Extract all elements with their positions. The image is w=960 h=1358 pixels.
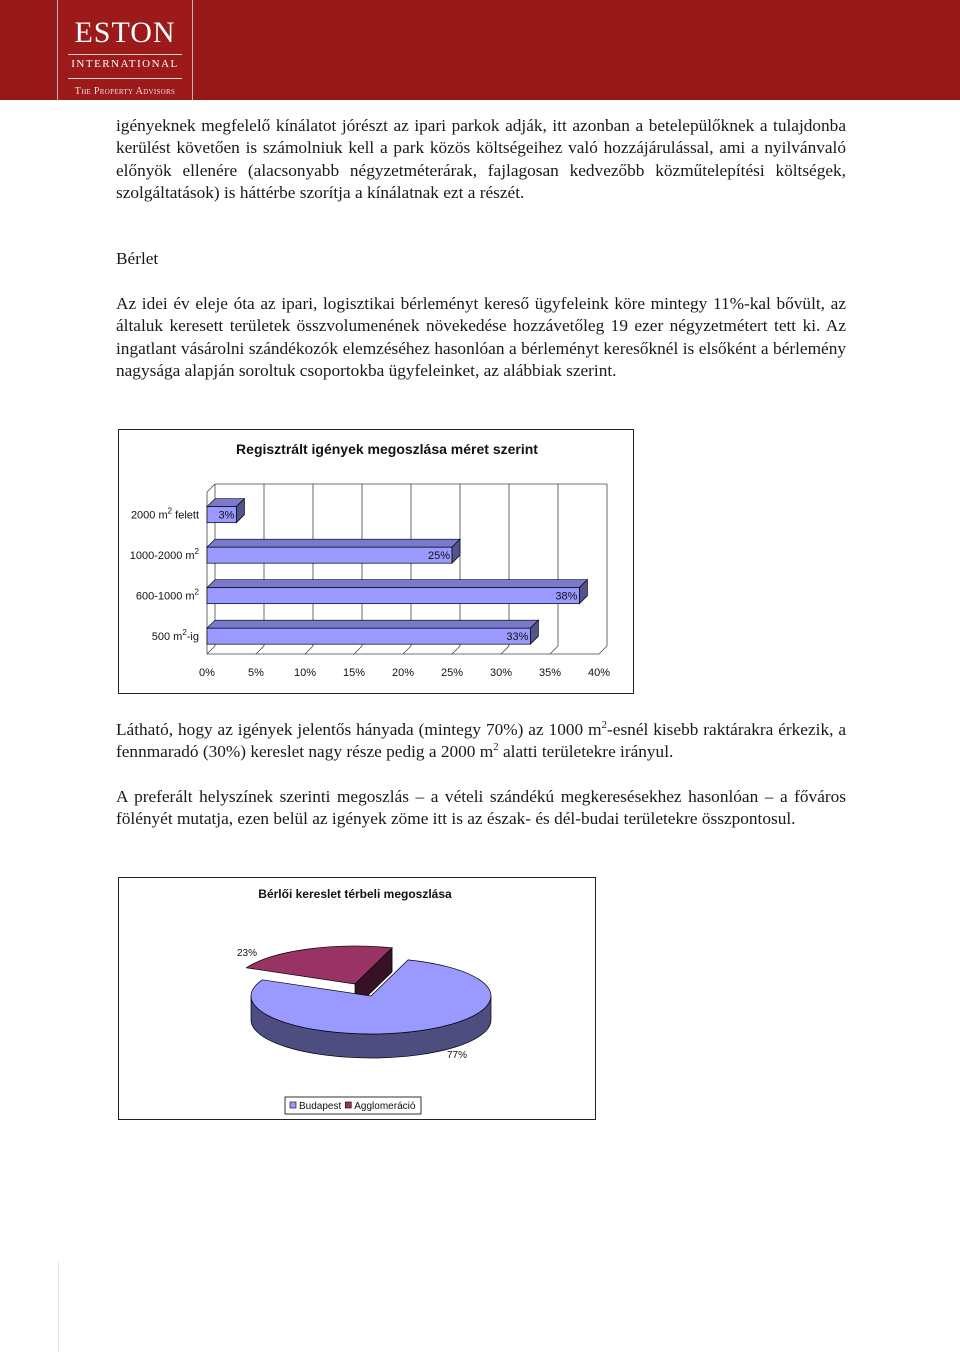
pie-value-label: 23% [236,948,258,959]
legend-label: Agglomeráció [354,1101,416,1112]
superscript-1: 2 [601,719,608,732]
x-tick-label: 5% [248,667,264,679]
floor-line [305,646,313,654]
bar-value-label: 33% [506,631,529,644]
x-tick-label: 30% [489,667,513,679]
logo-name: ESTON [74,16,176,49]
chart-title: Bérlői kereslet térbeli megoszlása [258,887,452,901]
floor-line [501,646,509,654]
location-distribution-chart [118,877,596,1120]
bar-top-face [207,539,460,547]
bar-top-face [207,580,587,588]
logo-rule-bottom [68,78,182,79]
category-label: 600-1000 $m^2$ [135,587,199,603]
legend-label: Budapest [299,1101,342,1112]
logo-tagline: The Property Advisors [74,86,176,97]
pie-chart-canvas [119,878,595,1119]
category-label: 2000 $m^2$ felett [130,506,199,522]
x-tick-label: 35% [538,667,562,679]
floor-line [354,646,362,654]
bar [207,588,579,604]
paragraph-analysis-part-1: Látható, hogy az igények jelentős hányada (mintegy 70%) az 1000 m [116,720,602,739]
x-tick-label: 15% [342,667,366,679]
legend-swatch [290,1102,296,1108]
size-distribution-chart [118,429,634,694]
bar-value-label: 3% [218,509,235,522]
x-tick-label: 0% [199,667,215,679]
superscript-2: 2 [493,741,499,754]
margin-line [58,1262,59,1352]
paragraph-analysis-part-2: -esnél kisebb raktárakra érkezik, a fennmaradó (30%) kereslet nagy része pedig a 2000 m [116,720,847,762]
floor-line [207,646,215,654]
legend-swatch [345,1102,351,1108]
category-label: 1000-2000 $m^2$ [129,547,199,563]
paragraph-location: A preferált helyszínek szerinti megoszlás – a vételi szándékú megkeresésekhez hasonlóan – a főváros fölényét mutatja, ezen belül az igények zöme itt is az észak- és dél-budai területekre összpontosul. [116,787,846,829]
bar-value-label: 25% [427,550,450,563]
logo-rule-top [68,54,182,55]
chart-title: Regisztrált igények megoszlása méret szerint [236,441,538,457]
floor-line [403,646,411,654]
floor-line [256,646,264,654]
floor-line [550,646,558,654]
paragraph-analysis-part-3: alatti területekre irányul. [498,742,674,762]
category-label: 500 $m^2-ig$ [151,628,199,644]
floor-line [599,646,607,654]
paragraph-analysis [116,719,846,764]
logo-subtitle: INTERNATIONAL [71,58,179,70]
x-tick-label: 20% [391,667,415,679]
floor-line [452,646,460,654]
section-heading: Bérlet [116,249,159,268]
bar [207,547,452,563]
bar [207,628,530,644]
side-top-line [207,484,215,492]
x-tick-label: 25% [440,667,464,679]
x-tick-label: 10% [293,667,317,679]
pie-value-label: 77% [446,1050,468,1061]
company-logo [57,0,193,100]
paragraph-rent: Az idei év eleje óta az ipari, logisztikai bérleményt kereső ügyfeleink köre mintegy 11%-kal bővült, az általuk keresett területek összvolumenének növekedése hozzávetőleg 19 ezer négyzetmétert tett ki. Az ingatlant vásárolni szándékozók elemzéséhez hasonlóan a bérleményt keresőknél is elsőként a bérlemény nagysága alapján soroltuk csoportokba ügyfeleinket, az alábbiak szerint. [116,294,846,380]
paragraph-intro: igényeknek megfelelő kínálatot jórészt az ipari parkok adják, itt azonban a betelepülőknek a tulajdonba kerülést követően is számolniuk kell a park közös költségeihez való hozzájárulással, ami a nyilvánvaló előnyök ellenére (alacsonyabb négyzetméterárak, fajlagosan kedvezőbb közműtelepítési költségek, szolgáltatások) is háttérbe szorítja a kínálatnak ezt a részét. [116,116,846,202]
bar-value-label: 38% [555,590,578,603]
bar-top-face [207,620,538,628]
x-tick-label: 40% [587,667,611,679]
bar-chart-canvas [119,430,633,693]
